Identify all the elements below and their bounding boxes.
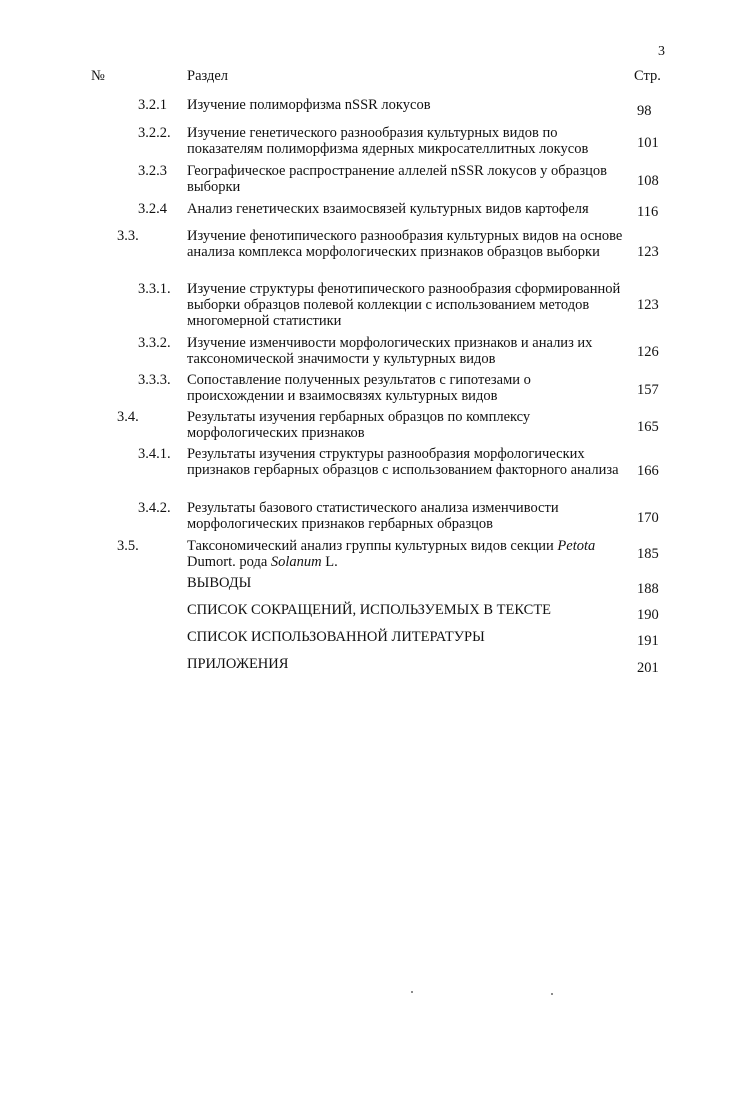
entry-page: 201 bbox=[637, 660, 659, 676]
entry-page: 191 bbox=[637, 633, 659, 649]
entry-title: Изучение фенотипического разнообразия культурных видов на основе анализа комплекса морфологических признаков образцов выборки bbox=[187, 228, 623, 260]
section-column-header: Раздел bbox=[187, 68, 229, 84]
entry-title: ПРИЛОЖЕНИЯ bbox=[187, 656, 289, 672]
entry-title: Результаты базового статистического анализа изменчивости морфологических признаков гербарных образцов bbox=[187, 500, 559, 532]
page-column-header: Стр. bbox=[634, 68, 661, 84]
genus-name-petota: Petota bbox=[557, 538, 596, 554]
entry-number: 3.4.2. bbox=[138, 500, 171, 516]
entry-title: Географическое распространение аллелей nSSR локусов у образцов выборки bbox=[187, 163, 607, 195]
entry-page: 157 bbox=[637, 382, 659, 398]
scan-speck bbox=[411, 991, 413, 993]
page-number: 3 bbox=[658, 44, 665, 59]
entry-page: 165 bbox=[637, 419, 659, 435]
entry-page: 123 bbox=[637, 297, 659, 313]
entry-title: Изучение полиморфизма nSSR локусов bbox=[187, 97, 431, 113]
entry-page: 166 bbox=[637, 463, 659, 479]
toc-header bbox=[0, 68, 733, 88]
entry-title-text: Таксономический анализ группы культурных видов секции bbox=[187, 538, 558, 554]
entry-number: 3.2.3 bbox=[138, 163, 167, 179]
entry-page: 108 bbox=[637, 173, 659, 189]
entry-page: 123 bbox=[637, 244, 659, 260]
entry-title: ВЫВОДЫ bbox=[187, 575, 252, 591]
entry-page: 116 bbox=[637, 204, 659, 220]
entry-page: 185 bbox=[637, 546, 659, 562]
entry-number: 3.5. bbox=[117, 538, 139, 554]
entry-title bbox=[187, 538, 627, 570]
entry-title: Результаты изучения структуры разнообразия морфологических признаков гербарных образцов с использованием факторного анализа bbox=[187, 446, 619, 478]
entry-number: 3.3. bbox=[117, 228, 139, 244]
entry-number: 3.2.4 bbox=[138, 201, 167, 217]
entry-title: СПИСОК СОКРАЩЕНИЙ, ИСПОЛЬЗУЕМЫХ В ТЕКСТЕ bbox=[187, 602, 552, 618]
entry-number: 3.3.3. bbox=[138, 372, 171, 388]
entry-title: Сопоставление полученных результатов с гипотезами о происхождении и взаимосвязях культурных видов bbox=[187, 372, 531, 404]
entry-title: Анализ генетических взаимосвязей культурных видов картофеля bbox=[187, 201, 589, 217]
entry-number: 3.2.2. bbox=[138, 125, 171, 141]
entry-title: Результаты изучения гербарных образцов по комплексу морфологических признаков bbox=[187, 409, 531, 441]
entry-page: 188 bbox=[637, 581, 659, 597]
entry-page: 101 bbox=[637, 135, 659, 151]
entry-number: 3.3.1. bbox=[138, 281, 171, 297]
entry-page: 190 bbox=[637, 607, 659, 623]
entry-number: 3.2.1 bbox=[138, 97, 167, 113]
entry-number: 3.3.2. bbox=[138, 335, 171, 351]
entry-page: 126 bbox=[637, 344, 659, 360]
genus-name-solanum: Solanum bbox=[270, 554, 322, 570]
entry-page: 170 bbox=[637, 510, 659, 526]
scan-speck bbox=[551, 993, 553, 995]
entry-number: 3.4. bbox=[117, 409, 139, 425]
number-column-header: № bbox=[91, 68, 105, 84]
entry-title: Изучение структуры фенотипического разнообразия сформированной выборки образцов полевой коллекции с использованием методов многомерной статистики bbox=[187, 281, 621, 329]
entry-title-text: L. bbox=[321, 554, 338, 570]
entry-title: СПИСОК ИСПОЛЬЗОВАННОЙ ЛИТЕРАТУРЫ bbox=[187, 629, 485, 645]
entry-number: 3.4.1. bbox=[138, 446, 171, 462]
entry-title: Изучение изменчивости морфологических признаков и анализ их таксономической значимости у культурных видов bbox=[187, 335, 593, 367]
entry-title-text: Dumort. рода bbox=[187, 554, 271, 570]
entry-title: Изучение генетического разнообразия культурных видов по показателям полиморфизма ядерных микросателлитных локусов bbox=[187, 125, 589, 157]
entry-page: 98 bbox=[637, 103, 652, 119]
